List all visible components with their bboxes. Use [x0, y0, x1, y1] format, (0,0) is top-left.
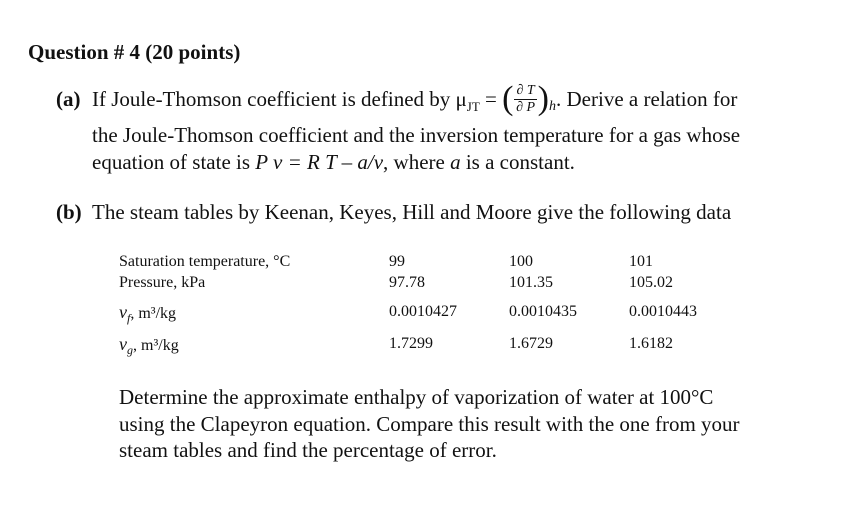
table-cell: 0.0010427 — [389, 303, 457, 320]
part-a-label: (a) — [56, 87, 81, 111]
part-a-line-3 — [92, 149, 575, 176]
mu-symbol: μ — [455, 87, 467, 111]
derivative-numerator: ∂ T — [516, 82, 535, 98]
equals-sign: = — [479, 87, 503, 111]
vf-subscript: f — [127, 311, 131, 326]
table-cell: 1.6182 — [629, 335, 673, 352]
part-a-line-1-text: If Joule-Thomson coefficient is defined by — [92, 87, 456, 111]
left-paren: ( — [502, 80, 514, 118]
vg-unit: , m³/kg — [133, 337, 179, 354]
partial-derivative — [502, 82, 556, 116]
question-line-1: Determine the approximate enthalpy of vaporization of water at 100°C — [119, 385, 714, 409]
mu-subscript: JT — [466, 99, 480, 115]
part-a-line-1-end: . Derive a relation for — [556, 87, 738, 111]
part-a-line-3-mid: , where — [383, 150, 451, 174]
question-line-2: using the Clapeyron equation. Compare this result with the one from your — [119, 412, 740, 436]
vf-unit: , m³/kg — [130, 305, 177, 322]
table-cell: 100 — [509, 253, 533, 270]
vf-symbol: v — [119, 302, 127, 322]
derivative-subscript: h — [549, 99, 556, 115]
table-cell: 1.7299 — [389, 335, 433, 352]
table-cell: 0.0010443 — [629, 303, 697, 320]
table-cell: 105.02 — [629, 274, 673, 291]
row-label-vf — [119, 302, 176, 328]
vg-subscript: g — [127, 343, 133, 358]
table-cell: 1.6729 — [509, 335, 553, 352]
equation-of-state: P v = R T – a/v — [255, 150, 384, 174]
part-b-label: (b) — [56, 200, 82, 224]
vg-symbol: v — [119, 334, 127, 354]
table-cell: 0.0010435 — [509, 303, 577, 320]
right-paren: ) — [537, 80, 549, 118]
row-label-temperature: Saturation temperature, °C — [119, 253, 291, 270]
table-cell: 97.78 — [389, 274, 425, 291]
part-a-line-1 — [92, 80, 738, 120]
question-title: Question # 4 (20 points) — [28, 40, 241, 64]
part-a-line-3-text: equation of state is — [92, 150, 256, 174]
row-label-pressure: Pressure, kPa — [119, 274, 206, 291]
table-cell: 101.35 — [509, 274, 553, 291]
derivative-denominator: ∂ P — [516, 99, 536, 115]
part-b-line-1: The steam tables by Keenan, Keyes, Hill and Moore give the following data — [92, 200, 732, 224]
part-a-line-2: the Joule-Thomson coefficient and the inversion temperature for a gas whose — [92, 123, 741, 147]
question-line-3: steam tables and find the percentage of error. — [119, 438, 497, 462]
table-cell: 101 — [629, 253, 653, 270]
constant-a: a — [450, 150, 461, 174]
part-a-line-3-end: is a constant. — [460, 150, 575, 174]
row-label-vg — [119, 334, 179, 360]
table-cell: 99 — [389, 253, 405, 270]
